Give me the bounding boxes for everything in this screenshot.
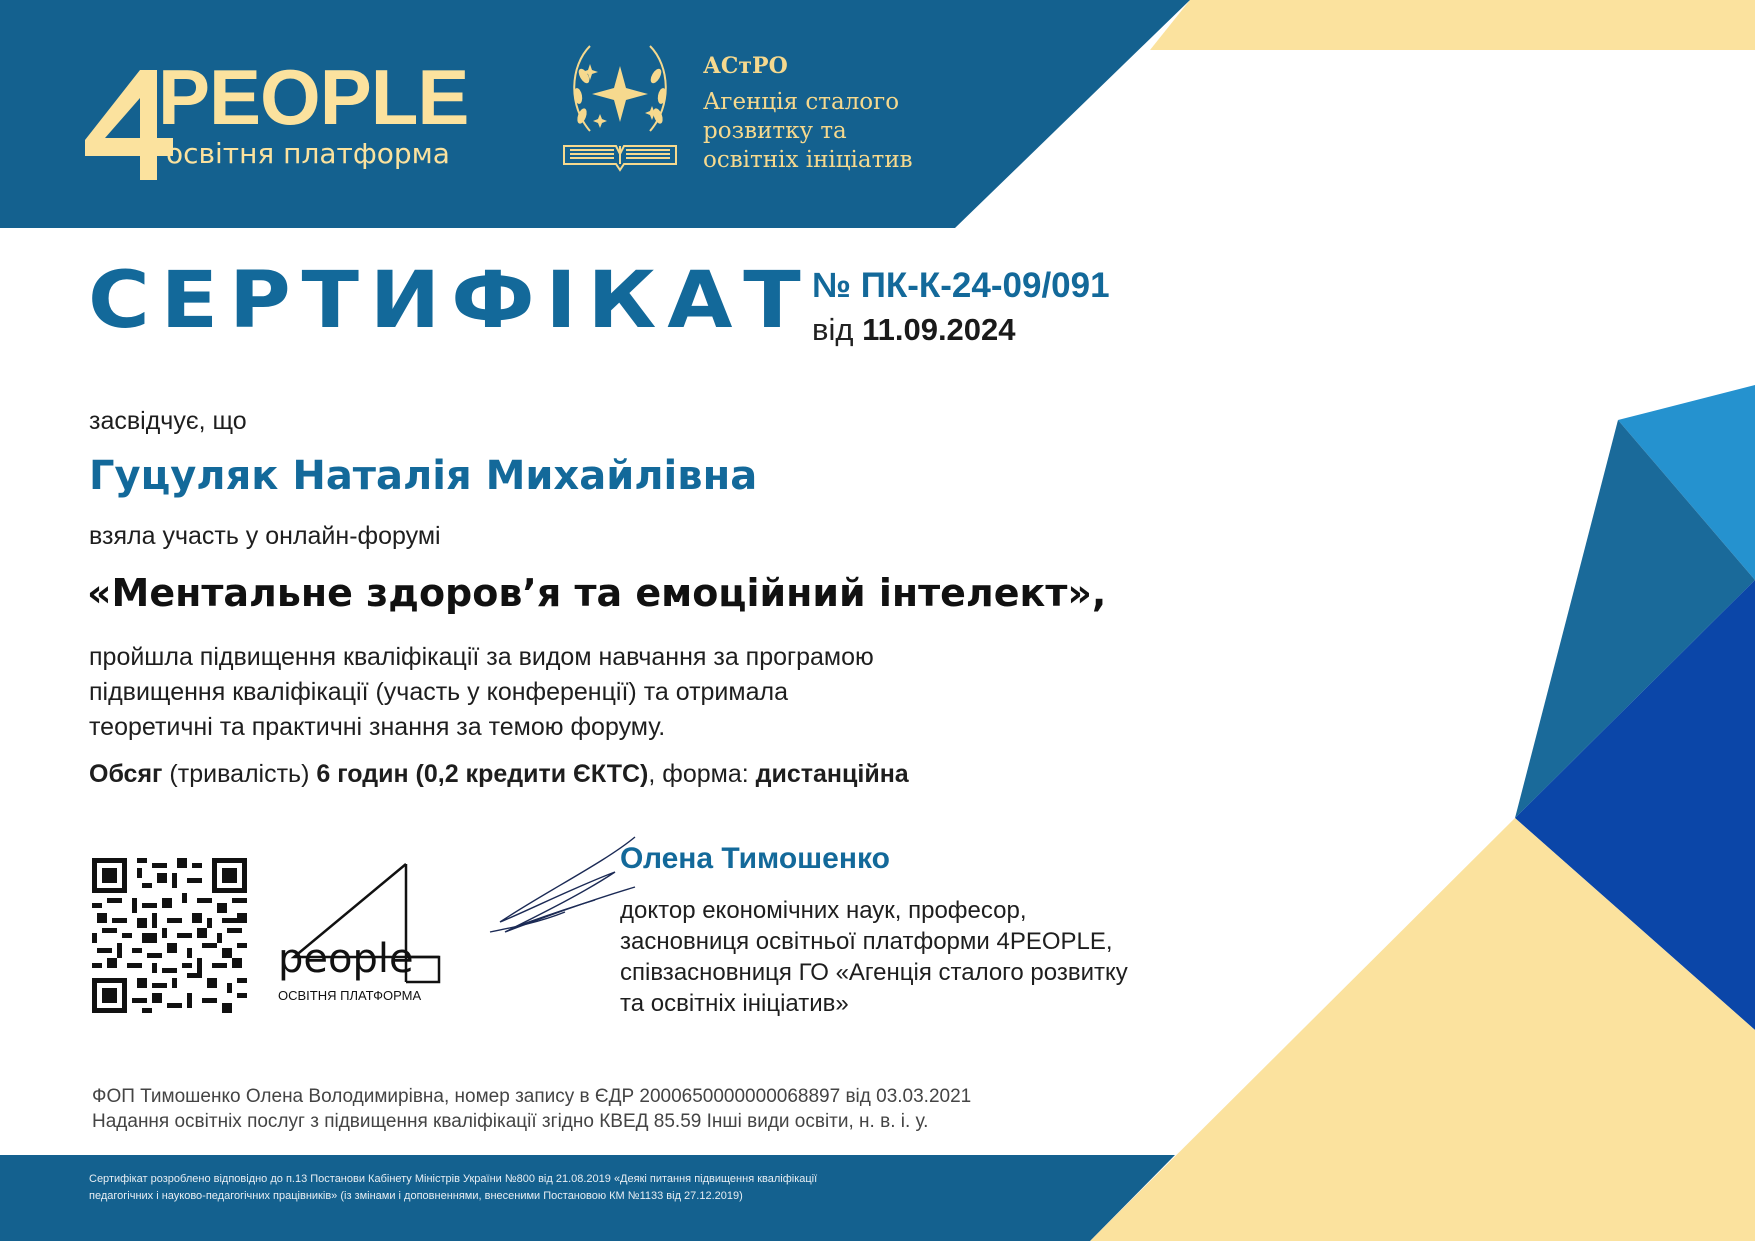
logo-people-word: PEOPLE bbox=[158, 53, 469, 141]
legal-info bbox=[92, 1084, 971, 1134]
partner-desc-line: розвитку та bbox=[703, 118, 847, 144]
signer-titles bbox=[620, 895, 1128, 1019]
astro-emblem-icon bbox=[560, 36, 680, 176]
date-prefix: від bbox=[812, 312, 854, 347]
recipient-name: Гуцуляк Наталія Михайлівна bbox=[89, 453, 758, 499]
legal-line: Надання освітніх послуг з підвищення кваліфікації згідно КВЕД 85.59 Інші види освіти, н. в. і. у. bbox=[92, 1111, 929, 1132]
footer-note bbox=[89, 1171, 817, 1205]
date-value: 11.09.2024 bbox=[862, 312, 1016, 347]
signer-name: Олена Тимошенко bbox=[620, 842, 890, 875]
top-cream-band bbox=[1150, 0, 1755, 50]
certificate-date bbox=[812, 314, 1016, 345]
volume-note: (тривалість) bbox=[169, 760, 310, 788]
volume-label: Обсяг bbox=[89, 760, 163, 788]
signer-title-line: засновниця освітньої платформи 4PEOPLE, bbox=[620, 928, 1113, 955]
certificate-number: № ПК-К-24-09/091 bbox=[812, 266, 1110, 305]
signer-title-line: та освітніх ініціатив» bbox=[620, 990, 849, 1017]
footer-line: педагогічних і науково-педагогічних працівників» (із змінами і доповненнями, внесеними Постановою КМ №1133 від 27.12.2019) bbox=[89, 1190, 743, 1202]
partner-desc-line: Агенція сталого bbox=[703, 89, 900, 115]
logo-subtitle: освітня платформа bbox=[166, 137, 450, 170]
description-line: пройшла підвищення кваліфікації за видом навчання за програмою bbox=[89, 643, 874, 671]
description bbox=[89, 640, 874, 745]
signer-title-line: доктор економічних наук, професор, bbox=[620, 897, 1027, 924]
certificate-title: СЕРТИФІКАТ bbox=[88, 256, 812, 346]
footer-line: Сертифікат розроблено відповідно до п.13 Постанови Кабінету Міністрів України №800 від 21.08.2019 «Деякі питання підвищення кваліфікації bbox=[89, 1173, 818, 1185]
qr-code bbox=[92, 858, 247, 1013]
description-line: теоретичні та практичні знання за темою форуму. bbox=[89, 713, 666, 741]
partner-desc-line: освітніх ініціатив bbox=[703, 147, 913, 173]
logo2-subtitle: ОСВІТНЯ ПЛАТФОРМА bbox=[278, 988, 422, 1003]
description-line: підвищення кваліфікації (участь у конференції) та отримала bbox=[89, 678, 788, 706]
legal-line: ФОП Тимошенко Олена Володимирівна, номер запису в ЄДР 2000650000000068897 від 03.03.2021 bbox=[92, 1086, 972, 1107]
logo-4people-secondary bbox=[274, 862, 454, 1007]
certifies-text: засвідчує, що bbox=[89, 407, 247, 435]
participated-text: взяла участь у онлайн-форумі bbox=[89, 522, 441, 550]
logo2-word: people bbox=[278, 936, 414, 982]
forum-title: «Ментальне здоров’я та емоційний інтелект», bbox=[87, 571, 1107, 615]
volume-hours: 6 годин (0,2 кредити ЄКТС) bbox=[316, 760, 649, 788]
volume-line bbox=[89, 760, 909, 789]
form-label: , форма: bbox=[648, 760, 749, 788]
form-value: дистанційна bbox=[755, 760, 909, 788]
partner-name: АСтРО bbox=[703, 53, 788, 79]
partner-description bbox=[703, 88, 913, 175]
signer-title-line: співзасновниця ГО «Агенція сталого розвитку bbox=[620, 959, 1128, 986]
